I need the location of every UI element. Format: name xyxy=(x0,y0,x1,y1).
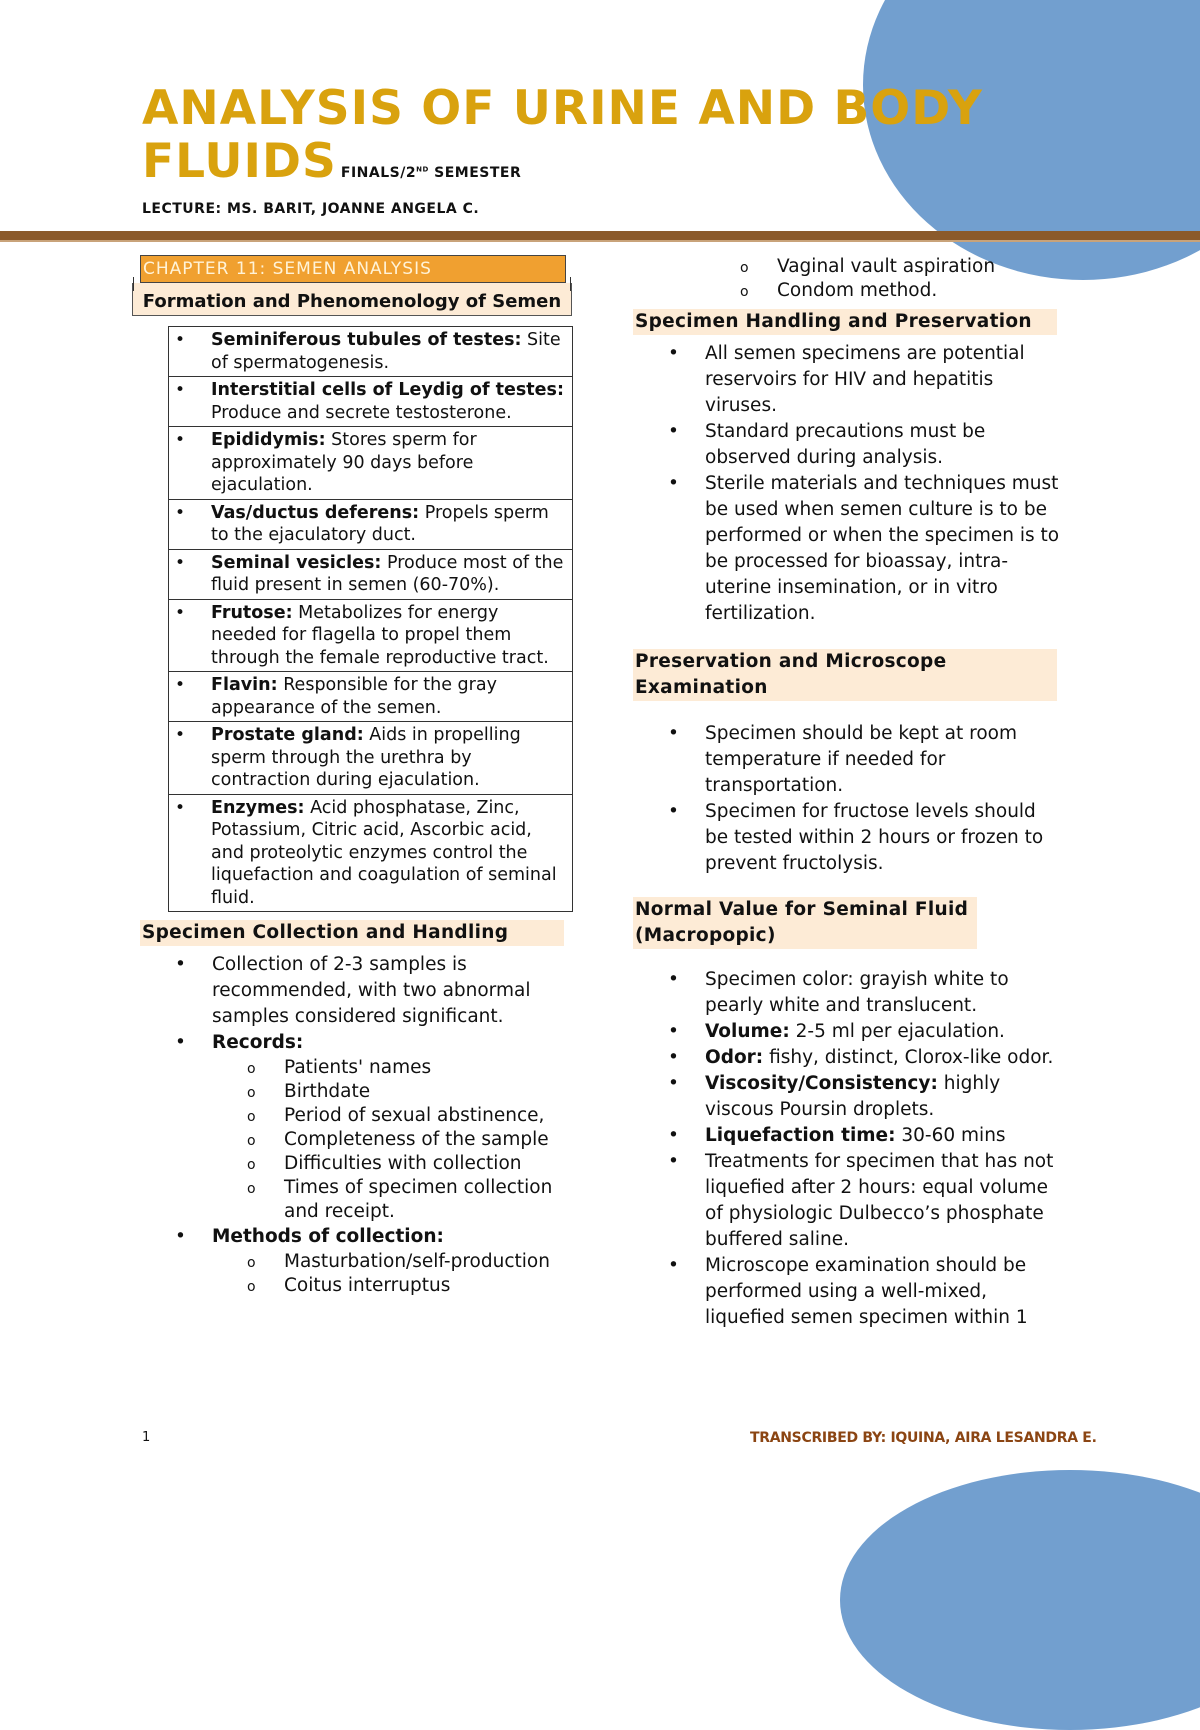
list-item: • Collection of 2-3 samples is recommended, with two abnormal samples considered significant. xyxy=(175,954,531,1027)
list-item: • Volume: 2-5 ml per ejaculation. xyxy=(668,1021,1005,1042)
table-row xyxy=(169,377,573,427)
value-text: 2-5 ml per ejaculation. xyxy=(789,1021,1005,1042)
term-label: FINALS/2ND SEMESTER xyxy=(340,165,522,181)
left-column xyxy=(140,255,580,1298)
sublist-item: o Difficulties with collection xyxy=(247,1153,522,1174)
value-text: Microscope examination should be performed using a well-mixed, liquefied semen specimen within 1 xyxy=(705,1255,1028,1328)
table-row xyxy=(169,549,573,599)
definition-term: Vas/ductus deferens: xyxy=(211,502,420,523)
sublist-item: o Condom method. xyxy=(740,280,938,301)
table-cell: • Epididymis: Stores sperm for approximately 90 days before ejaculation. xyxy=(169,427,573,500)
table-cell: • Seminal vesicles: Produce most of the fluid present in semen (60-70%). xyxy=(169,549,573,599)
definition-term: Prostate gland: xyxy=(211,725,364,745)
sublist-item: o Birthdate xyxy=(247,1081,371,1102)
table-row xyxy=(169,499,573,549)
table-row xyxy=(169,327,573,377)
collection-list xyxy=(140,952,580,1298)
table-cell: • Interstitial cells of Leydig of testes: Produce and secrete testosterone. xyxy=(169,377,573,427)
list-item: • All semen specimens are potential reservoirs for HIV and hepatitis viruses. xyxy=(668,343,1025,416)
list-item: • Methods of collection: o Masturbation/self-production o Coitus interruptus xyxy=(140,1224,580,1298)
definition-text: Stores sperm for approximately 90 days before ejaculation. xyxy=(211,430,477,495)
list-item: • Specimen should be kept at room temperature if needed for transportation. xyxy=(668,723,1018,796)
document-title xyxy=(142,82,983,200)
value-text: highly viscous Poursin droplets. xyxy=(705,1073,1001,1120)
handling-list xyxy=(633,341,1063,627)
definition-term: Seminal vesicles: xyxy=(211,552,382,573)
definition-term: Epididymis: xyxy=(211,430,326,450)
table-cell: • Vas/ductus deferens: Propels sperm to the ejaculatory duct. xyxy=(169,499,573,549)
transcriber-credit: TRANSCRIBED BY: IQUINA, AIRA LESANDRA E. xyxy=(750,1430,1097,1446)
header-divider xyxy=(0,231,1200,242)
definition-text: Acid phosphatase, Zinc, Potassium, Citric acid, Ascorbic acid, and proteolytic enzymes control the liquefaction and coagulation of seminal fluid. xyxy=(211,797,557,908)
definition-text: Responsible for the gray appearance of the semen. xyxy=(211,675,497,718)
value-text: Specimen color: grayish white to pearly white and translucent. xyxy=(705,969,1009,1016)
list-item: • Sterile materials and techniques must be used when semen culture is to be performed or when the specimen is to be processed for bioassay, intra-uterine insemination, or in vitro fertilization. xyxy=(668,473,1060,624)
definition-term: Frutose: xyxy=(211,602,293,623)
value-text: fishy, distinct, Clorox-like odor. xyxy=(763,1047,1054,1068)
list-item: • Records: o Patients' names o Birthdate o Period of sexual abstinence, o Completeness of the sample o Difficulties with collection o Times of specimen collection and receipt. xyxy=(140,1030,580,1224)
list-item: • Specimen color: grayish white to pearly white and translucent. xyxy=(668,969,1009,1016)
table-row xyxy=(169,599,573,672)
definition-term: Enzymes: xyxy=(211,797,305,818)
sublist-item: o Period of sexual abstinence, xyxy=(247,1105,545,1126)
methods-continued-sublist xyxy=(705,255,1063,303)
definition-text: Produce and secrete testosterone. xyxy=(211,402,512,423)
title-line-2: FLUIDS xyxy=(142,134,337,189)
list-item: • Viscosity/Consistency: highly viscous Poursin droplets. xyxy=(668,1073,1001,1120)
definition-text: Produce most of the fluid present in semen (60-70%). xyxy=(211,552,564,595)
definition-text: Metabolizes for energy needed for flagella to propel them through the female reproductive tract. xyxy=(211,602,549,668)
sublist-item: o Completeness of the sample xyxy=(247,1129,549,1150)
section-heading-handling: Specimen Handling and Preservation xyxy=(633,309,1057,335)
sublist-item: o Patients' names xyxy=(247,1057,432,1078)
definition-text: Site of spermatogenesis. xyxy=(211,330,561,373)
list-item: • Specimen for fructose levels should be tested within 2 hours or frozen to prevent fructolysis. xyxy=(668,801,1044,874)
preservation-list xyxy=(633,721,1063,877)
list-item: • Treatments for specimen that has not liquefied after 2 hours: equal volume of physiologic Dulbecco’s phosphate buffered saline. xyxy=(668,1151,1054,1250)
list-item: • Liquefaction time: 30-60 mins xyxy=(668,1125,1006,1146)
sublist-item: o Masturbation/self-production xyxy=(247,1251,550,1272)
page-number: 1 xyxy=(142,1430,151,1445)
value-term: Liquefaction time: xyxy=(705,1125,896,1146)
value-text: 30-60 mins xyxy=(895,1125,1006,1146)
section-heading-collection: Specimen Collection and Handling xyxy=(140,920,564,946)
lecturer-line: LECTURE: MS. BARIT, JOANNE ANGELA C. xyxy=(142,201,480,217)
anatomy-definitions-table xyxy=(168,326,573,912)
table-row xyxy=(169,672,573,722)
value-term: Odor: xyxy=(705,1047,764,1068)
table-row xyxy=(169,427,573,500)
table-row xyxy=(169,722,573,795)
right-column xyxy=(633,255,1063,1331)
definition-term: Seminiferous tubules of testes: xyxy=(211,330,522,350)
methods-sublist xyxy=(212,1250,580,1298)
value-text: Treatments for specimen that has not liquefied after 2 hours: equal volume of physiologic Dulbecco’s phosphate buffered saline. xyxy=(705,1151,1054,1250)
topic-heading: Formation and Phenomenology of Semen xyxy=(132,283,572,316)
table-row xyxy=(169,794,573,912)
value-term: Volume: xyxy=(705,1021,790,1042)
value-term: Viscosity/Consistency: xyxy=(705,1073,938,1094)
decorative-blue-circle-bottom xyxy=(840,1470,1200,1730)
table-cell: • Flavin: Responsible for the gray appearance of the semen. xyxy=(169,672,573,722)
sublist-item: o Coitus interruptus xyxy=(247,1275,451,1296)
list-item: • Microscope examination should be performed using a well-mixed, liquefied semen specimen within 1 xyxy=(668,1255,1028,1328)
section-heading-preservation: Preservation and Microscope Examination xyxy=(633,649,1057,701)
records-sublist xyxy=(212,1056,580,1224)
chapter-heading: CHAPTER 11: SEMEN ANALYSIS xyxy=(140,255,566,283)
definition-term: Interstitial cells of Leydig of testes: xyxy=(211,380,564,400)
table-cell: • Frutose: Metabolizes for energy needed for flagella to propel them through the female reproductive tract. xyxy=(169,599,573,672)
list-item: • Odor: fishy, distinct, Clorox-like odor. xyxy=(668,1047,1054,1068)
table-cell: • Enzymes: Acid phosphatase, Zinc, Potassium, Citric acid, Ascorbic acid, and proteolytic enzymes control the liquefaction and coagulation of seminal fluid. xyxy=(169,794,573,912)
table-cell: • Seminiferous tubules of testes: Site of spermatogenesis. xyxy=(169,327,573,377)
section-heading-normal-values: Normal Value for Seminal Fluid (Macropopic) xyxy=(633,897,977,949)
sublist-item: o Vaginal vault aspiration xyxy=(740,256,996,277)
normal-values-list xyxy=(633,967,1063,1331)
definition-term: Flavin: xyxy=(211,675,278,695)
title-line-1: ANALYSIS OF URINE AND BODY xyxy=(142,81,983,136)
table-cell: • Prostate gland: Aids in propelling sperm through the urethra by contraction during ejaculation. xyxy=(169,722,573,795)
definition-text: Aids in propelling sperm through the urethra by contraction during ejaculation. xyxy=(211,725,521,790)
definition-text: Propels sperm to the ejaculatory duct. xyxy=(211,502,549,545)
list-item: • Standard precautions must be observed during analysis. xyxy=(668,421,986,468)
sublist-item: o Times of specimen collection and receipt. xyxy=(247,1177,553,1222)
